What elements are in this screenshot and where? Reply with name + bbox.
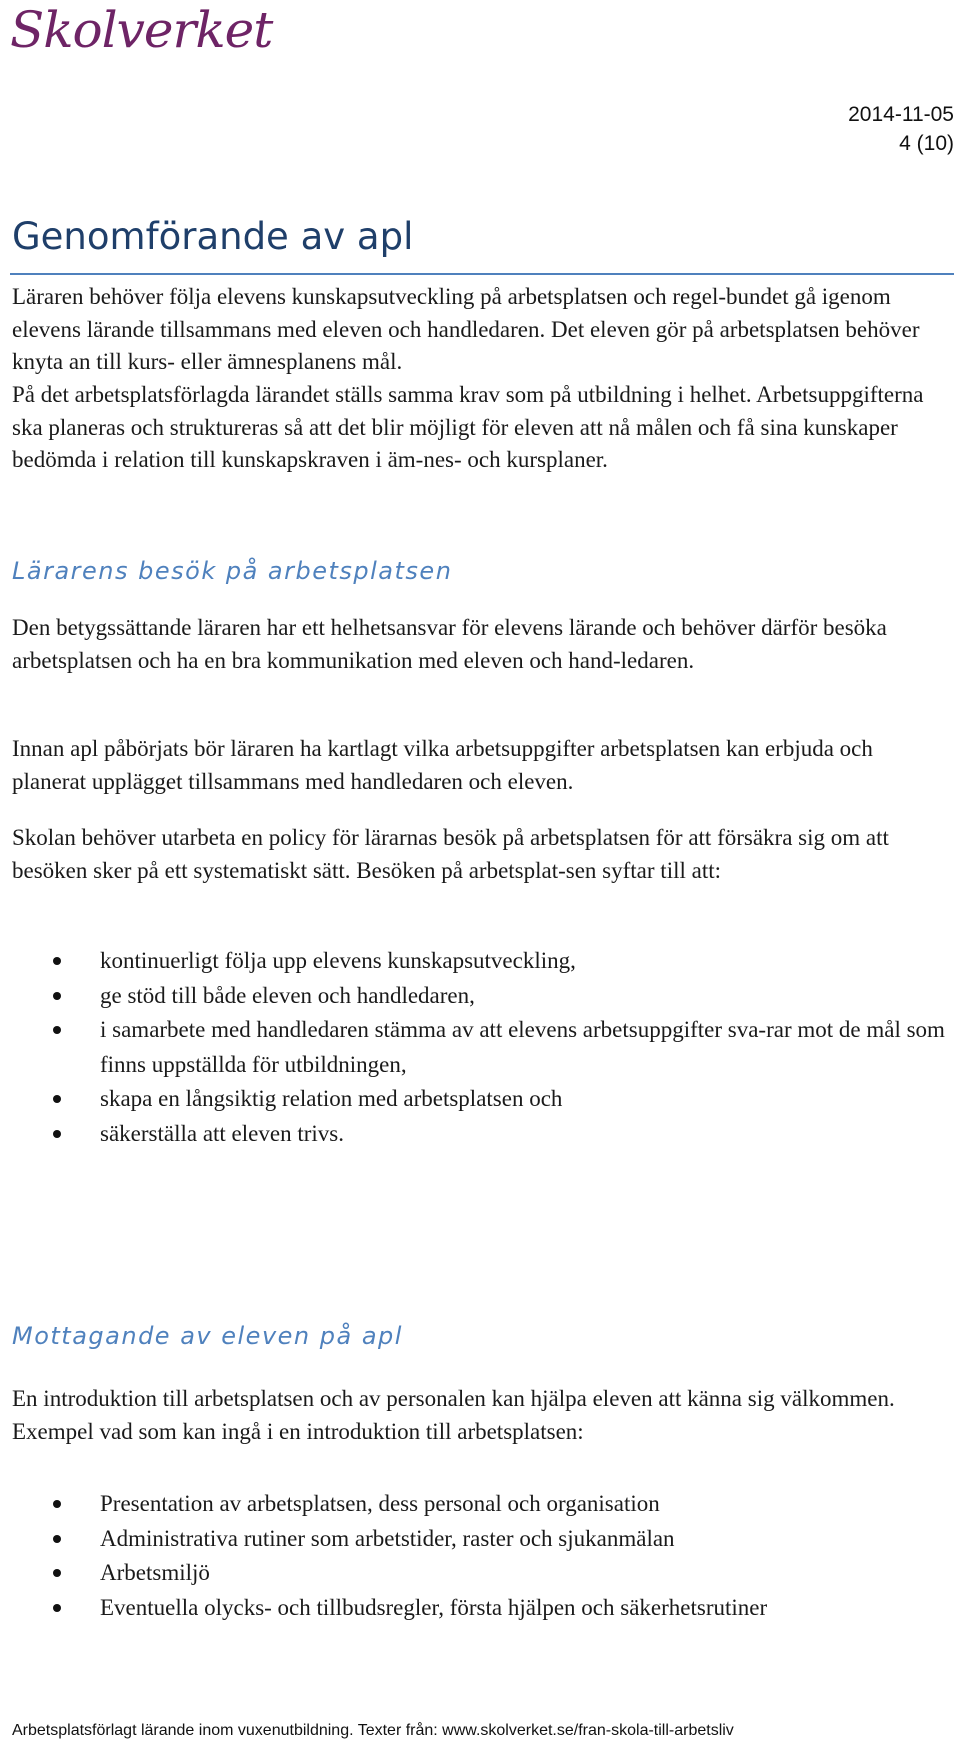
title-underline xyxy=(10,273,954,275)
introduction-content-list xyxy=(0,1487,950,1625)
list-item: Administrativa rutiner som arbetstider, raster och sjukanmälan xyxy=(0,1522,950,1557)
bullet-icon xyxy=(53,1130,61,1138)
section-heading-visit: Lärarens besök på arbetsplatsen xyxy=(12,557,453,585)
list-item: skapa en långsiktig relation med arbetsplatsen och xyxy=(0,1082,950,1117)
list-item: ge stöd till både eleven och handledaren, xyxy=(0,979,950,1014)
intro-paragraph-2: På det arbetsplatsförlagda lärandet ställs samma krav som på utbildning i helhet. Arbetsuppgifterna ska planeras och struktureras så att det blir möjligt för eleven att nå målen och få sina kunskaper bedömda i relation till kunskapskraven i äm-nes- och kursplaner. xyxy=(12,382,924,472)
reception-paragraph-1: En introduktion till arbetsplatsen och av personalen kan hjälpa eleven att känna sig välkommen. Exempel vad som kan ingå i en introduktion till arbetsplatsen: xyxy=(12,1386,895,1444)
bullet-icon xyxy=(53,1569,61,1577)
bullet-icon xyxy=(53,957,61,965)
list-item: i samarbete med handledaren stämma av att elevens arbetsuppgifter sva-rar mot de mål som finns uppställda för utbildningen, xyxy=(0,1013,950,1082)
bullet-icon xyxy=(53,1500,61,1508)
list-item: kontinuerligt följa upp elevens kunskapsutveckling, xyxy=(0,944,950,979)
list-item: säkerställa att eleven trivs. xyxy=(0,1117,950,1152)
list-item: Arbetsmiljö xyxy=(0,1556,950,1591)
skolverket-logo: Skolverket xyxy=(10,1,273,59)
list-item: Eventuella olycks- och tillbudsregler, första hjälpen och säkerhetsrutiner xyxy=(0,1591,950,1626)
section-heading-reception: Mottagande av eleven på apl xyxy=(12,1322,403,1350)
page-title: Genomförande av apl xyxy=(12,215,414,258)
document-meta xyxy=(848,100,954,158)
bullet-icon xyxy=(53,1604,61,1612)
visit-paragraph-3: Skolan behöver utarbeta en policy för lärarnas besök på arbetsplatsen för att försäkra sig om att besöken sker på ett systematiskt sätt. Besöken på arbetsplat-sen syftar till att: xyxy=(12,825,889,883)
bullet-icon xyxy=(53,1535,61,1543)
visit-purpose-list xyxy=(0,944,950,1151)
visit-paragraph-1: Den betygssättande läraren har ett helhetsansvar för elevens lärande och behöver därför besöka arbetsplatsen och ha en bra kommunikation med eleven och hand-ledaren. xyxy=(12,615,887,673)
bullet-icon xyxy=(53,1095,61,1103)
document-date: 2014-11-05 xyxy=(848,103,954,126)
bullet-icon xyxy=(53,992,61,1000)
page-footer: Arbetsplatsförlagt lärande inom vuxenutbildning. Texter från: www.skolverket.se/fran-skola-till-arbetsliv xyxy=(12,1722,734,1739)
bullet-icon xyxy=(53,1026,61,1034)
list-item: Presentation av arbetsplatsen, dess personal och organisation xyxy=(0,1487,950,1522)
visit-paragraph-2: Innan apl påbörjats bör läraren ha kartlagt vilka arbetsuppgifter arbetsplatsen kan erbjuda och planerat upplägget tillsammans med handledaren och eleven. xyxy=(12,736,873,794)
intro-paragraph-1: Läraren behöver följa elevens kunskapsutveckling på arbetsplatsen och regel-bundet gå igenom elevens lärande tillsammans med eleven och handledaren. Det eleven gör på arbetsplatsen behöver knyta an till kurs- eller ämnesplanens mål. xyxy=(12,284,920,374)
page-number: 4 (10) xyxy=(899,132,954,155)
